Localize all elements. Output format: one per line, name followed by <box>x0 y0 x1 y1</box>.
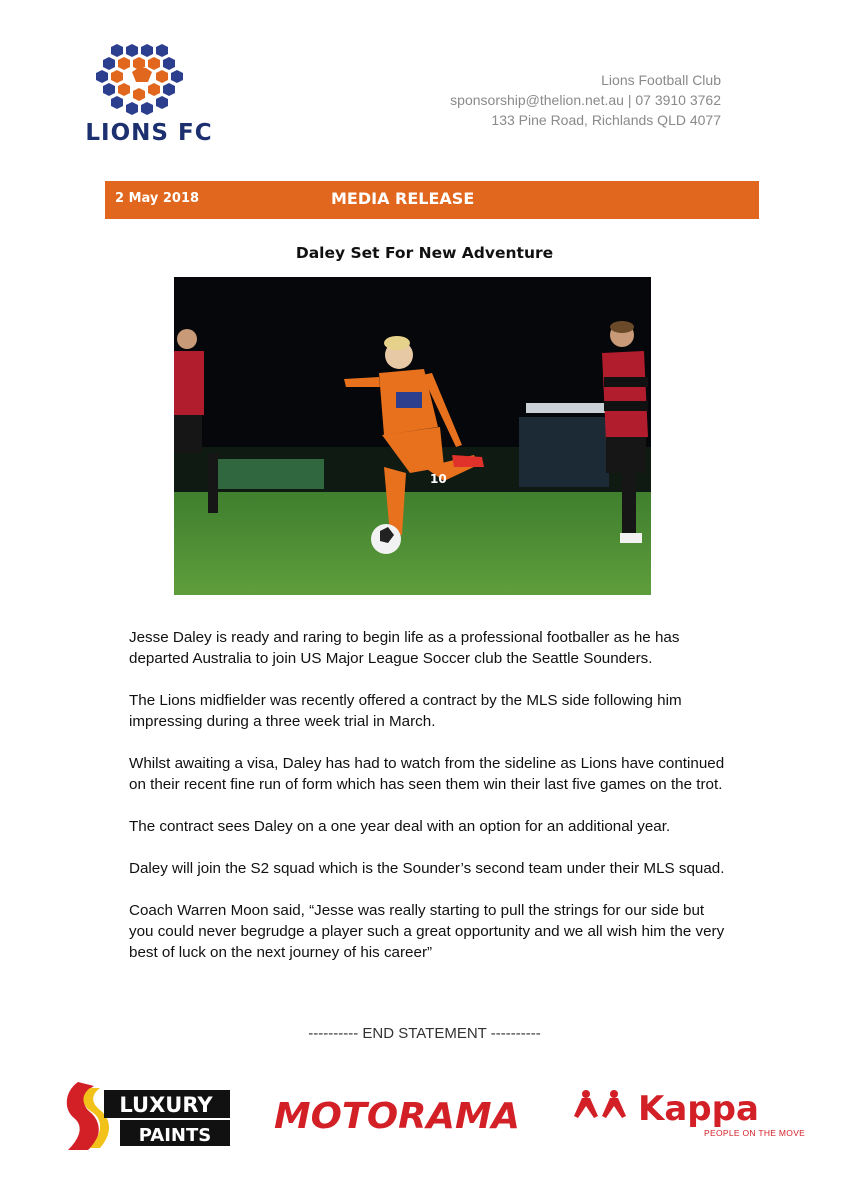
contact-block <box>450 70 721 130</box>
club-address: 133 Pine Road, Richlands QLD 4077 <box>491 112 721 128</box>
luxury-paints-logo <box>60 1078 232 1154</box>
kappa-text: Kappa <box>638 1089 759 1129</box>
luxury-text: LUXURY <box>119 1093 213 1117</box>
media-release-banner <box>105 181 759 219</box>
paragraph: Daley will join the S2 squad which is the Sounder’s second team under their MLS squad. <box>129 860 725 877</box>
kappa-figures-icon <box>574 1090 626 1118</box>
paragraph: The contract sees Daley on a one year deal with an option for an additional year. <box>129 818 671 835</box>
motorama-text: MOTORAMA <box>274 1096 520 1136</box>
motorama-logo <box>272 1088 530 1136</box>
logo-text: LIONS FC <box>85 120 213 146</box>
match-photo <box>174 277 651 595</box>
club-logo <box>72 38 222 150</box>
paragraph: Whilst awaiting a visa, Daley has had to watch from the sideline as Lions have continued on their recent fine run of form which has seen them win their last five games on the trot. <box>129 755 725 793</box>
end-statement: ---------- END STATEMENT ---------- <box>308 1025 541 1042</box>
lion-hexagon-icon <box>72 38 222 122</box>
shirt-number: 10 <box>430 472 447 486</box>
paragraph: The Lions midfielder was recently offered a contract by the MLS side following him impressing during a three week trial in March. <box>129 692 682 730</box>
paragraph: Coach Warren Moon said, “Jesse was really starting to pull the strings for our side but you could never begrudge a player such a great opportunity and we all wish him the very best of luck on the next journey of his career” <box>129 902 725 961</box>
banner-label: MEDIA RELEASE <box>331 189 475 208</box>
paints-text: PAINTS <box>138 1125 212 1146</box>
kappa-tagline: PEOPLE ON THE MOVE <box>704 1128 806 1138</box>
release-date: 2 May 2018 <box>115 191 200 206</box>
article-body <box>129 627 729 984</box>
headline: Daley Set For New Adventure <box>295 244 554 262</box>
club-name: Lions Football Club <box>601 72 721 88</box>
paragraph: Jesse Daley is ready and raring to begin life as a professional footballer as he has departed Australia to join US Major League Soccer club the Seattle Sounders. <box>129 629 680 667</box>
contact-email-phone: sponsorship@thelion.net.au | 07 3910 3762 <box>450 92 721 108</box>
